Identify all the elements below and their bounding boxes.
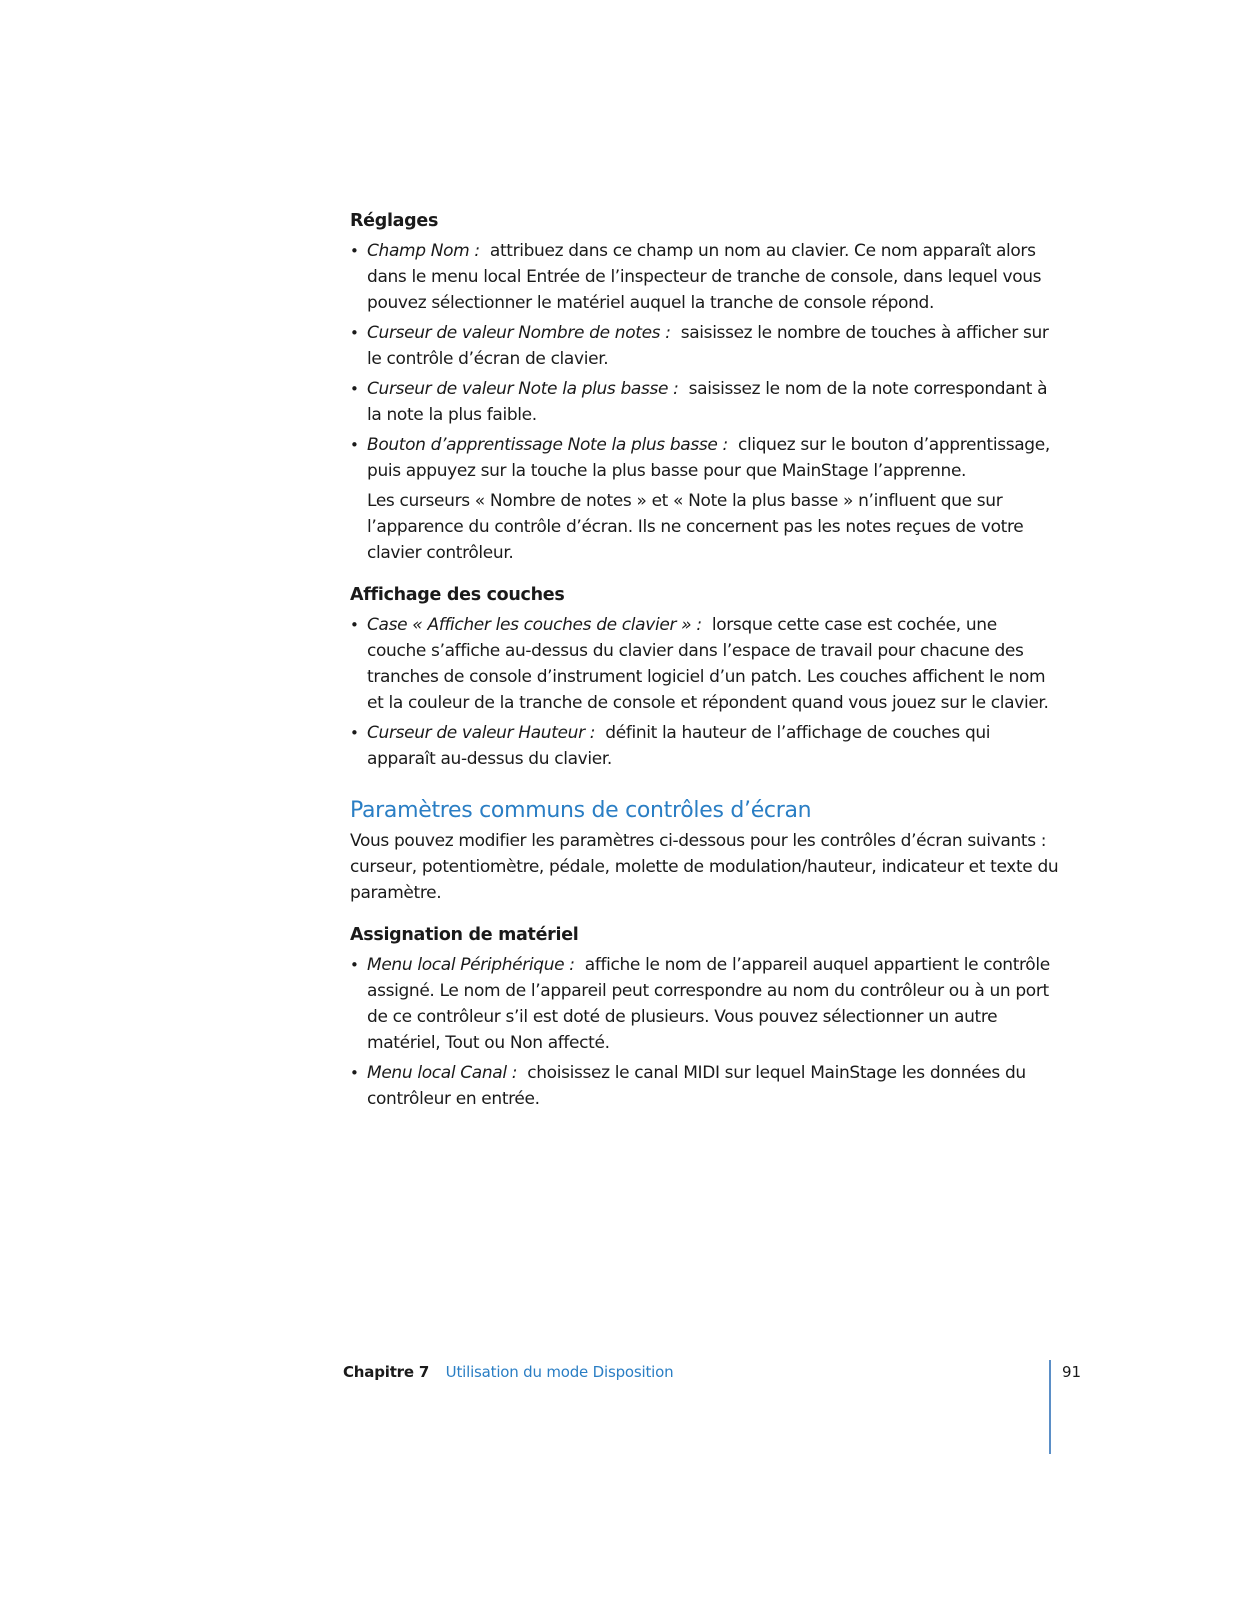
item-text: affiche le nom de l’appareil auquel appartient le contrôle assigné. Le nom de l’appareil peut correspondre au nom du contrôleur ou à un port de ce contrôleur s’il est doté de plusieurs. Vous pouvez sélectionner un autre matériel, Tout ou Non affecté. xyxy=(367,955,1050,1053)
item-text: attribuez dans ce champ un nom au clavier. Ce nom apparaît alors dans le menu local Entrée de l’inspecteur de tranche de console, dans lequel vous pouvez sélectionner le matériel auquel la tranche de console répond. xyxy=(367,241,1042,313)
item-term: Menu local Canal : xyxy=(367,1063,518,1083)
list-item xyxy=(350,720,1060,772)
list-item xyxy=(350,320,1060,372)
item-term: Case « Afficher les couches de clavier » : xyxy=(367,615,702,635)
item-text: définit la hauteur de l’affichage de couches qui apparaît au-dessus du clavier. xyxy=(367,723,991,769)
page-number: 91 xyxy=(1062,1363,1082,1381)
layers-heading: Affichage des couches xyxy=(350,585,565,605)
layers-list xyxy=(350,612,1060,772)
item-term: Menu local Périphérique : xyxy=(367,955,575,975)
item-text: choisissez le canal MIDI sur lequel MainStage les données du contrôleur en entrée. xyxy=(367,1063,1026,1109)
item-term: Curseur de valeur Note la plus basse : xyxy=(367,379,679,399)
settings-heading: Réglages xyxy=(350,211,439,231)
item-text: cliquez sur le bouton d’apprentissage, puis appuyez sur la touche la plus basse pour que MainStage l’apprenne. xyxy=(367,435,1050,481)
item-term: Bouton d’apprentissage Note la plus basse : xyxy=(367,435,728,455)
list-item xyxy=(350,432,1060,484)
item-text: lorsque cette case est cochée, une couche s’affiche au-dessus du clavier dans l’espace de travail pour chacune des tranches de console d’instrument logiciel d’un patch. Les couches affichent le nom et la couleur de la tranche de console et répondent quand vous jouez sur le clavier. xyxy=(367,615,1049,713)
item-term: Champ Nom : xyxy=(367,241,480,261)
hardware-heading: Assignation de matériel xyxy=(350,925,579,945)
footer-divider xyxy=(1049,1360,1051,1454)
list-item xyxy=(350,238,1060,316)
footer-chapter: Chapitre 7 xyxy=(343,1363,430,1381)
section-intro: Vous pouvez modifier les paramètres ci-dessous pour les contrôles d’écran suivants : curseur, potentiomètre, pédale, molette de modulation/hauteur, indicateur et texte du paramètre. xyxy=(350,831,1059,903)
item-term: Curseur de valeur Nombre de notes : xyxy=(367,323,671,343)
list-item xyxy=(350,376,1060,428)
settings-note: Les curseurs « Nombre de notes » et « Note la plus basse » n’influent que sur l’apparence du contrôle d’écran. Ils ne concernent pas les notes reçues de votre clavier contrôleur. xyxy=(367,491,1024,563)
page-content xyxy=(350,208,1060,1116)
section-heading: Paramètres communs de contrôles d’écran xyxy=(350,798,812,823)
footer-chapter-title: Utilisation du mode Disposition xyxy=(445,1363,674,1381)
list-item xyxy=(350,1060,1060,1112)
list-item xyxy=(350,952,1060,1056)
item-text: saisissez le nombre de touches à afficher sur le contrôle d’écran de clavier. xyxy=(367,323,1049,369)
item-term: Curseur de valeur Hauteur : xyxy=(367,723,596,743)
list-item xyxy=(350,612,1060,716)
page-footer xyxy=(343,1362,673,1382)
hardware-list xyxy=(350,952,1060,1112)
item-text: saisissez le nom de la note correspondant à la note la plus faible. xyxy=(367,379,1048,425)
settings-list xyxy=(350,238,1060,484)
